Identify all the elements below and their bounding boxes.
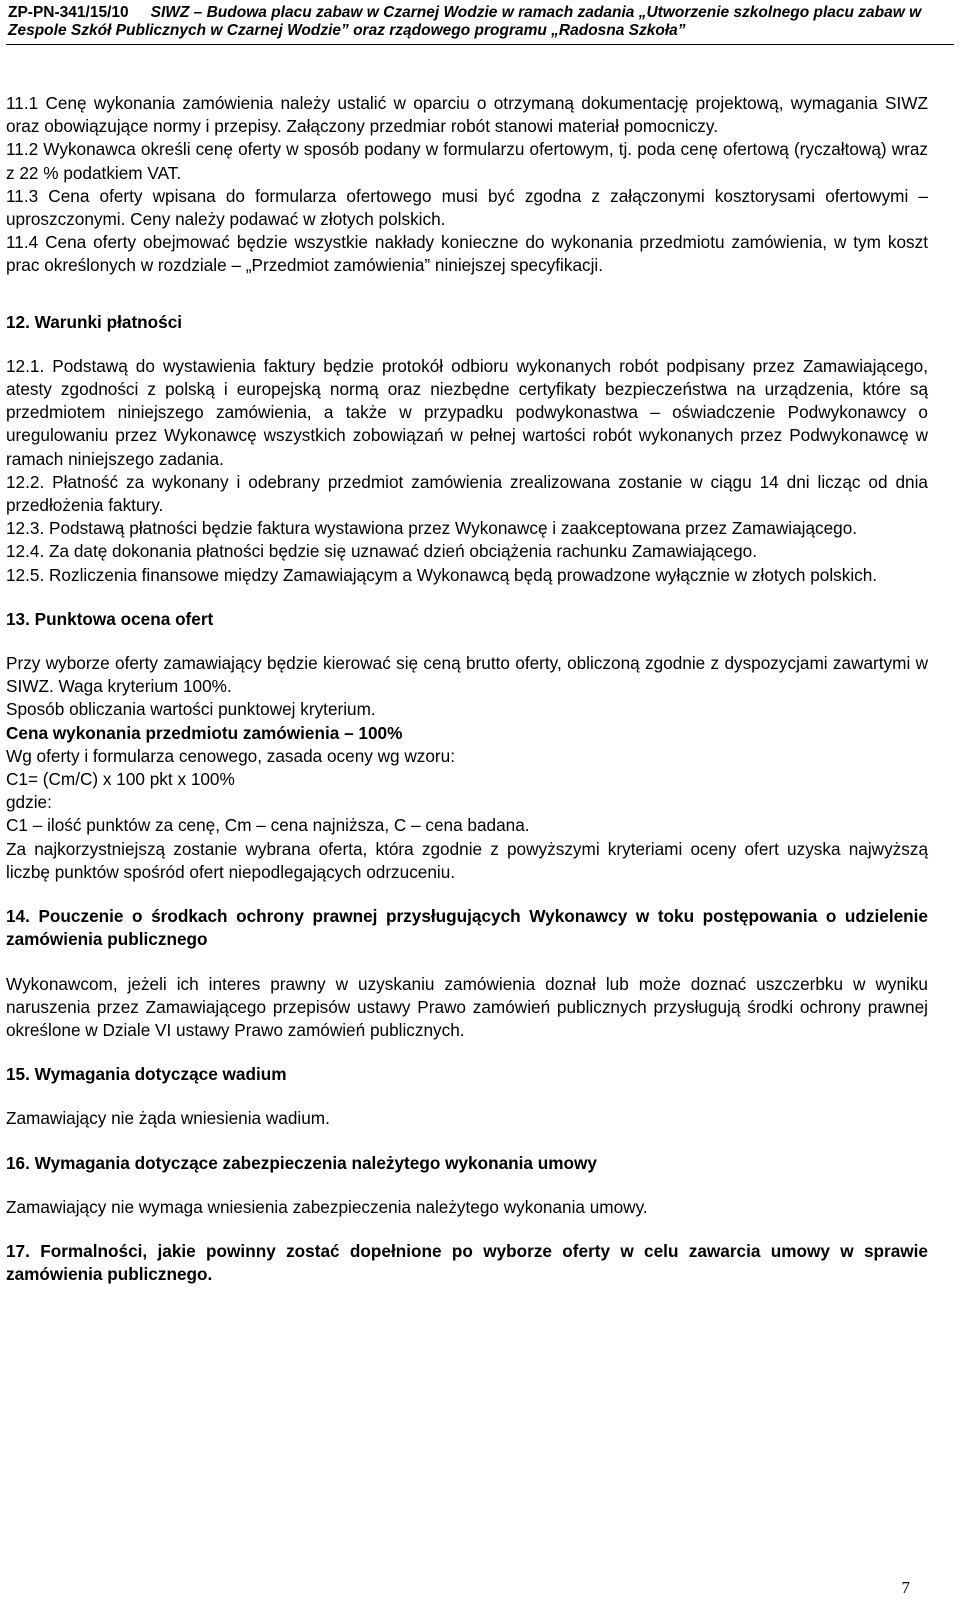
spacer xyxy=(6,884,928,905)
header-divider xyxy=(6,44,954,45)
paragraph-12-2: 12.2. Płatność za wykonany i odebrany przedmiot zamówienia zrealizowana zostanie w ciągu 14 dni licząc od dnia przedłożenia faktury. xyxy=(6,471,928,516)
paragraph-13-1: Przy wyborze oferty zamawiający będzie kierować się ceną brutto oferty, obliczoną zgodnie z dyspozycjami zawartymi w SIWZ. Waga kryterium 100%. xyxy=(6,653,928,697)
section-14-heading: 14. Pouczenie o środkach ochrony prawnej przysługujących Wykonawcy w toku postępowania o udzielenie zamówienia publicznego xyxy=(6,906,928,950)
paragraph-11-1: 11.1 Cenę wykonania zamówienia należy ustalić w oparciu o otrzymaną dokumentację projektową, wymagania SIWZ oraz obowiązujące normy i przepisy. Załączony przedmiar robót stanowi materiał pomocniczy. xyxy=(6,93,928,137)
spacer xyxy=(6,334,928,355)
spacer xyxy=(6,1175,928,1196)
page-header xyxy=(8,4,952,40)
spacer xyxy=(6,278,928,311)
formula-legend: C1 – ilość punktów za cenę, Cm – cena najniższa, C – cena badana. xyxy=(6,815,530,836)
paragraph-13-8: Za najkorzystniejszą zostanie wybrana oferta, która zgodnie z powyższymi kryteriami oceny ofert uzyska najwyższą liczbę punktów spośród ofert niepodlegających odrzuceniu. xyxy=(6,838,928,882)
spacer xyxy=(6,1042,928,1063)
spacer xyxy=(6,1131,928,1152)
header-line-1 xyxy=(8,4,952,22)
header-title-line-2: Zespole Szkół Publicznych w Czarnej Wodzie” oraz rządowego programu „Radosna Szkoła” xyxy=(8,22,686,39)
paragraph-12-3: 12.3. Podstawą płatności będzie faktura wystawiona przez Wykonawcę i zaakceptowana przez Zamawiającego. xyxy=(6,518,858,539)
formula-where-label: gdzie: xyxy=(6,792,52,813)
paragraph-11-3: 11.3 Cena oferty wpisana do formularza ofertowego musi być zgodna z załączonymi kosztorysami ofertowymi – uproszczonymi. Ceny należy podawać w złotych polskich. xyxy=(6,185,928,230)
spacer xyxy=(6,1086,928,1107)
paragraph-13-4: Wg oferty i formularza cenowego, zasada oceny wg wzoru: xyxy=(6,745,455,766)
spacer xyxy=(6,631,928,652)
paragraph-14-1: Wykonawcom, jeżeli ich interes prawny w uzyskaniu zamówienia doznał lub może doznać uszczerbku w wyniku naruszenia przez Zamawiającego przepisów ustawy Prawo zamówień publicznych przysługują środki ochrony prawnej określone w Dziale VI ustawy Prawo zamówień publicznych. xyxy=(6,973,928,1040)
page-number: 7 xyxy=(901,1578,910,1597)
section-17-heading: 17. Formalności, jakie powinny zostać dopełnione po wyborze oferty w celu zawarcia umowy w sprawie zamówienia publicznego. xyxy=(6,1240,928,1285)
paragraph-15-1: Zamawiający nie żąda wniesienia wadium. xyxy=(6,1108,330,1129)
spacer xyxy=(6,1219,928,1240)
section-13-heading: 13. Punktowa ocena ofert xyxy=(6,608,214,629)
spacer xyxy=(6,952,928,973)
section-12-heading: 12. Warunki płatności xyxy=(6,311,183,332)
paragraph-11-4: 11.4 Cena oferty obejmować będzie wszystkie nakłady konieczne do wykonania przedmiotu zamówienia, w tym koszt prac określonych w rozdziale – „Przedmiot zamówienia” niniejszej specyfikacji. xyxy=(6,232,928,276)
formula: C1= (Cm/C) x 100 pkt x 100% xyxy=(6,769,235,790)
paragraph-12-1: 12.1. Podstawą do wystawienia faktury będzie protokół odbioru wykonanych robót podpisany przez Zamawiającego, atesty zgodności z polską i europejską normą oraz niezbędne certyfikaty bezpieczeństwa na urządzenia, które są przedmiotem niniejszego zamówienia, a także w przypadku podwykonastwa – oświadczenie Podwykonawcy o uregulowaniu przez Wykonawcę wszystkich zobowiązań w pełnej wartości robót wykonanych przez Podwykonawcę w ramach niniejszego zadania. xyxy=(6,355,928,469)
paragraph-16-1: Zamawiający nie wymaga wniesienia zabezpieczenia należytego wykonania umowy. xyxy=(6,1196,648,1217)
spacer xyxy=(6,587,928,608)
document-body xyxy=(6,92,928,1286)
criterion-title: Cena wykonania przedmiotu zamówienia – 100% xyxy=(6,722,403,743)
section-16-heading: 16. Wymagania dotyczące zabezpieczenia należytego wykonania umowy xyxy=(6,1152,597,1173)
paragraph-12-5: 12.5. Rozliczenia finansowe między Zamawiającym a Wykonawcą będą prowadzone wyłącznie w złotych polskich. xyxy=(6,564,878,585)
paragraph-12-4: 12.4. Za datę dokonania płatności będzie się uznawać dzień obciążenia rachunku Zamawiającego. xyxy=(6,541,757,562)
section-15-heading: 15. Wymagania dotyczące wadium xyxy=(6,1064,287,1085)
paragraph-11-2: 11.2 Wykonawca określi cenę oferty w sposób podany w formularzu ofertowym, tj. poda cenę ofertową (ryczałtową) wraz z 22 % podatkiem VAT. xyxy=(6,139,928,183)
header-title-line-1: SIWZ – Budowa placu zabaw w Czarnej Wodzie w ramach zadania „Utworzenie szkolnego placu zabaw w xyxy=(150,4,922,21)
paragraph-13-2: Sposób obliczania wartości punktowej kryterium. xyxy=(6,699,376,720)
document-code: ZP-PN-341/15/10 xyxy=(8,4,129,21)
